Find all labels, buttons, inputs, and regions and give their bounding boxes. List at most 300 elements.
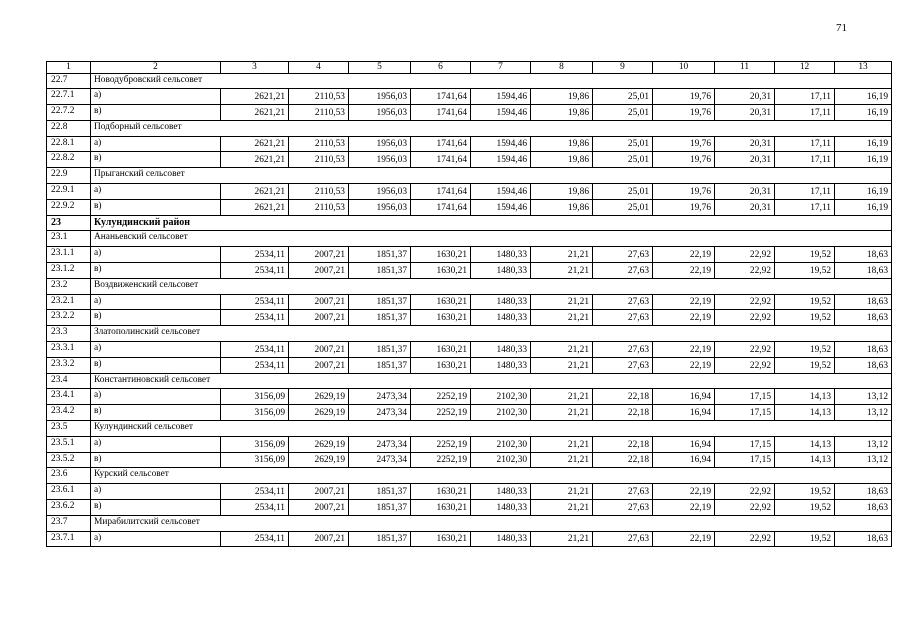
value-cell: 2007,21 — [289, 294, 349, 310]
value-cell: 1741,64 — [411, 184, 471, 200]
value-cell: 19,76 — [653, 152, 715, 168]
value-cell: 2007,21 — [289, 500, 349, 516]
column-number-header: 3 — [221, 62, 289, 74]
value-cell: 2629,19 — [289, 389, 349, 405]
value-cell: 17,15 — [715, 436, 775, 452]
value-cell: 1480,33 — [471, 342, 531, 358]
value-cell: 2534,11 — [221, 263, 289, 279]
value-cell: 1956,03 — [349, 184, 411, 200]
section-row — [47, 168, 892, 184]
section-code: 23.2 — [47, 278, 91, 294]
value-cell: 2473,34 — [349, 452, 411, 468]
row-code: 23.3.2 — [47, 357, 91, 373]
value-cell: 1956,03 — [349, 105, 411, 121]
value-cell: 2102,30 — [471, 389, 531, 405]
row-label: а) — [91, 89, 221, 105]
value-cell: 19,76 — [653, 184, 715, 200]
value-cell: 27,63 — [593, 531, 653, 547]
value-cell: 2007,21 — [289, 484, 349, 500]
row-label: а) — [91, 436, 221, 452]
value-cell: 22,92 — [715, 294, 775, 310]
value-cell: 1956,03 — [349, 89, 411, 105]
value-cell: 22,18 — [593, 405, 653, 421]
value-cell: 1630,21 — [411, 531, 471, 547]
column-number-header: 4 — [289, 62, 349, 74]
row-code: 23.1.1 — [47, 247, 91, 263]
value-cell: 17,11 — [775, 89, 835, 105]
value-cell: 22,19 — [653, 263, 715, 279]
value-cell: 21,21 — [531, 452, 593, 468]
section-name: Константиновский сельсовет — [91, 373, 892, 389]
section-name: Курский сельсовет — [91, 468, 892, 484]
value-cell: 27,63 — [593, 294, 653, 310]
value-cell: 17,11 — [775, 199, 835, 215]
value-cell: 21,21 — [531, 342, 593, 358]
row-code: 23.4.2 — [47, 405, 91, 421]
section-name: Прыганский сельсовет — [91, 168, 892, 184]
section-name: Воздвиженский сельсовет — [91, 278, 892, 294]
row-code: 23.7.1 — [47, 531, 91, 547]
value-cell: 2534,11 — [221, 247, 289, 263]
value-cell: 22,92 — [715, 247, 775, 263]
value-cell: 16,94 — [653, 436, 715, 452]
value-cell: 19,86 — [531, 199, 593, 215]
column-number-header: 11 — [715, 62, 775, 74]
tariff-table — [46, 61, 892, 547]
row-code: 23.5.1 — [47, 436, 91, 452]
value-cell: 1956,03 — [349, 199, 411, 215]
value-cell: 2252,19 — [411, 405, 471, 421]
value-cell: 18,63 — [835, 247, 892, 263]
row-code: 23.6.1 — [47, 484, 91, 500]
section-code: 22.8 — [47, 120, 91, 136]
row-label: в) — [91, 405, 221, 421]
value-cell: 19,52 — [775, 357, 835, 373]
value-cell: 2621,21 — [221, 89, 289, 105]
value-cell: 1630,21 — [411, 484, 471, 500]
value-cell: 25,01 — [593, 136, 653, 152]
value-cell: 2110,53 — [289, 184, 349, 200]
section-name: Кулундинский сельсовет — [91, 421, 892, 437]
value-cell: 19,76 — [653, 89, 715, 105]
value-cell: 16,19 — [835, 199, 892, 215]
value-cell: 22,92 — [715, 310, 775, 326]
value-cell: 2007,21 — [289, 531, 349, 547]
value-cell: 21,21 — [531, 310, 593, 326]
section-name: Златополинский сельсовет — [91, 326, 892, 342]
value-cell: 19,52 — [775, 294, 835, 310]
value-cell: 2629,19 — [289, 452, 349, 468]
value-cell: 19,86 — [531, 184, 593, 200]
value-cell: 20,31 — [715, 136, 775, 152]
row-code: 22.9.1 — [47, 184, 91, 200]
value-cell: 1630,21 — [411, 357, 471, 373]
value-cell: 1594,46 — [471, 199, 531, 215]
column-number-header: 10 — [653, 62, 715, 74]
column-number-header: 6 — [411, 62, 471, 74]
value-cell: 19,52 — [775, 531, 835, 547]
row-code: 23.2.2 — [47, 310, 91, 326]
row-code: 23.4.1 — [47, 389, 91, 405]
value-cell: 2473,34 — [349, 405, 411, 421]
value-cell: 27,63 — [593, 357, 653, 373]
column-number-header: 7 — [471, 62, 531, 74]
row-code: 22.7.2 — [47, 105, 91, 121]
value-cell: 1630,21 — [411, 263, 471, 279]
section-code: 23.1 — [47, 231, 91, 247]
row-code: 22.7.1 — [47, 89, 91, 105]
value-cell: 22,92 — [715, 484, 775, 500]
value-cell: 2007,21 — [289, 247, 349, 263]
value-cell: 1480,33 — [471, 247, 531, 263]
value-cell: 2252,19 — [411, 452, 471, 468]
column-number-header: 9 — [593, 62, 653, 74]
value-cell: 22,92 — [715, 342, 775, 358]
table-row — [47, 484, 892, 500]
value-cell: 2007,21 — [289, 342, 349, 358]
row-label: а) — [91, 247, 221, 263]
value-cell: 1594,46 — [471, 89, 531, 105]
value-cell: 27,63 — [593, 484, 653, 500]
value-cell: 2110,53 — [289, 199, 349, 215]
value-cell: 2534,11 — [221, 294, 289, 310]
table-row — [47, 436, 892, 452]
value-cell: 22,92 — [715, 263, 775, 279]
table-row — [47, 105, 892, 121]
value-cell: 25,01 — [593, 105, 653, 121]
value-cell: 22,19 — [653, 342, 715, 358]
value-cell: 1851,37 — [349, 357, 411, 373]
table-row — [47, 389, 892, 405]
value-cell: 20,31 — [715, 152, 775, 168]
value-cell: 1851,37 — [349, 294, 411, 310]
table-row — [47, 89, 892, 105]
value-cell: 19,86 — [531, 152, 593, 168]
value-cell: 19,52 — [775, 342, 835, 358]
section-row — [47, 515, 892, 531]
value-cell: 1630,21 — [411, 342, 471, 358]
section-code: 23.5 — [47, 421, 91, 437]
value-cell: 2102,30 — [471, 436, 531, 452]
value-cell: 16,19 — [835, 136, 892, 152]
section-code: 22.9 — [47, 168, 91, 184]
value-cell: 1630,21 — [411, 294, 471, 310]
row-code: 22.9.2 — [47, 199, 91, 215]
section-code: 22.7 — [47, 73, 91, 89]
column-number-header: 8 — [531, 62, 593, 74]
value-cell: 17,11 — [775, 136, 835, 152]
value-cell: 19,76 — [653, 105, 715, 121]
value-cell: 1480,33 — [471, 310, 531, 326]
value-cell: 25,01 — [593, 89, 653, 105]
value-cell: 21,21 — [531, 263, 593, 279]
value-cell: 2110,53 — [289, 105, 349, 121]
section-row — [47, 120, 892, 136]
page-number: 71 — [836, 22, 847, 34]
value-cell: 16,94 — [653, 389, 715, 405]
row-label: а) — [91, 484, 221, 500]
value-cell: 1480,33 — [471, 500, 531, 516]
table-row — [47, 500, 892, 516]
value-cell: 2252,19 — [411, 436, 471, 452]
value-cell: 1630,21 — [411, 500, 471, 516]
value-cell: 3156,09 — [221, 452, 289, 468]
value-cell: 14,13 — [775, 389, 835, 405]
value-cell: 22,92 — [715, 357, 775, 373]
column-number-header: 13 — [835, 62, 892, 74]
value-cell: 16,19 — [835, 105, 892, 121]
value-cell: 14,13 — [775, 436, 835, 452]
section-row — [47, 468, 892, 484]
value-cell: 13,12 — [835, 452, 892, 468]
value-cell: 17,15 — [715, 452, 775, 468]
section-code: 23.4 — [47, 373, 91, 389]
section-name: Кулундинский район — [91, 215, 892, 231]
row-label: а) — [91, 294, 221, 310]
value-cell: 20,31 — [715, 105, 775, 121]
value-cell: 22,92 — [715, 531, 775, 547]
section-code: 23.7 — [47, 515, 91, 531]
row-label: в) — [91, 105, 221, 121]
value-cell: 18,63 — [835, 310, 892, 326]
value-cell: 21,21 — [531, 500, 593, 516]
value-cell: 17,11 — [775, 152, 835, 168]
value-cell: 16,94 — [653, 452, 715, 468]
value-cell: 27,63 — [593, 310, 653, 326]
value-cell: 2007,21 — [289, 263, 349, 279]
column-number-header: 2 — [91, 62, 221, 74]
value-cell: 19,52 — [775, 484, 835, 500]
section-row — [47, 278, 892, 294]
value-cell: 1480,33 — [471, 294, 531, 310]
value-cell: 16,19 — [835, 152, 892, 168]
value-cell: 18,63 — [835, 484, 892, 500]
value-cell: 18,63 — [835, 357, 892, 373]
value-cell: 1594,46 — [471, 184, 531, 200]
table-row — [47, 342, 892, 358]
value-cell: 2007,21 — [289, 310, 349, 326]
value-cell: 22,19 — [653, 484, 715, 500]
value-cell: 2110,53 — [289, 152, 349, 168]
value-cell: 2534,11 — [221, 500, 289, 516]
value-cell: 1630,21 — [411, 310, 471, 326]
value-cell: 25,01 — [593, 199, 653, 215]
value-cell: 21,21 — [531, 357, 593, 373]
header-row — [47, 62, 892, 74]
value-cell: 19,76 — [653, 136, 715, 152]
row-label: в) — [91, 152, 221, 168]
row-code: 23.6.2 — [47, 500, 91, 516]
section-name: Подборный сельсовет — [91, 120, 892, 136]
table-row — [47, 247, 892, 263]
row-code: 22.8.2 — [47, 152, 91, 168]
value-cell: 18,63 — [835, 342, 892, 358]
value-cell: 17,11 — [775, 184, 835, 200]
value-cell: 1480,33 — [471, 357, 531, 373]
column-number-header: 1 — [47, 62, 91, 74]
section-row — [47, 421, 892, 437]
value-cell: 2534,11 — [221, 357, 289, 373]
row-label: а) — [91, 389, 221, 405]
value-cell: 1956,03 — [349, 136, 411, 152]
section-row — [47, 373, 892, 389]
section-code: 23 — [47, 215, 91, 231]
value-cell: 14,13 — [775, 405, 835, 421]
table-body — [47, 62, 892, 547]
row-code: 23.3.1 — [47, 342, 91, 358]
section-name: Новодубровский сельсовет — [91, 73, 892, 89]
value-cell: 19,52 — [775, 247, 835, 263]
row-label: а) — [91, 136, 221, 152]
value-cell: 25,01 — [593, 152, 653, 168]
row-label: в) — [91, 452, 221, 468]
row-label: в) — [91, 310, 221, 326]
value-cell: 2629,19 — [289, 405, 349, 421]
table-row — [47, 184, 892, 200]
value-cell: 22,19 — [653, 500, 715, 516]
table-row — [47, 136, 892, 152]
value-cell: 22,19 — [653, 357, 715, 373]
table-row — [47, 531, 892, 547]
value-cell: 17,11 — [775, 105, 835, 121]
value-cell: 21,21 — [531, 531, 593, 547]
value-cell: 1480,33 — [471, 263, 531, 279]
value-cell: 1741,64 — [411, 199, 471, 215]
value-cell: 1594,46 — [471, 105, 531, 121]
row-label: в) — [91, 357, 221, 373]
value-cell: 21,21 — [531, 436, 593, 452]
column-number-header: 5 — [349, 62, 411, 74]
row-code: 23.1.2 — [47, 263, 91, 279]
value-cell: 13,12 — [835, 436, 892, 452]
value-cell: 22,18 — [593, 389, 653, 405]
value-cell: 22,19 — [653, 247, 715, 263]
row-label: в) — [91, 199, 221, 215]
value-cell: 2534,11 — [221, 342, 289, 358]
row-label: а) — [91, 531, 221, 547]
value-cell: 20,31 — [715, 199, 775, 215]
section-row — [47, 326, 892, 342]
value-cell: 2621,21 — [221, 105, 289, 121]
value-cell: 1594,46 — [471, 152, 531, 168]
value-cell: 19,86 — [531, 89, 593, 105]
value-cell: 2621,21 — [221, 199, 289, 215]
value-cell: 14,13 — [775, 452, 835, 468]
value-cell: 1630,21 — [411, 247, 471, 263]
section-name: Ананьевский сельсовет — [91, 231, 892, 247]
value-cell: 22,19 — [653, 310, 715, 326]
value-cell: 18,63 — [835, 531, 892, 547]
value-cell: 16,19 — [835, 184, 892, 200]
value-cell: 2110,53 — [289, 136, 349, 152]
value-cell: 1851,37 — [349, 310, 411, 326]
value-cell: 21,21 — [531, 405, 593, 421]
table-row — [47, 357, 892, 373]
section-name: Мирабилитский сельсовет — [91, 515, 892, 531]
value-cell: 13,12 — [835, 405, 892, 421]
value-cell: 25,01 — [593, 184, 653, 200]
value-cell: 17,15 — [715, 389, 775, 405]
value-cell: 16,19 — [835, 89, 892, 105]
value-cell: 1851,37 — [349, 531, 411, 547]
value-cell: 1741,64 — [411, 136, 471, 152]
value-cell: 21,21 — [531, 294, 593, 310]
table-row — [47, 310, 892, 326]
value-cell: 22,19 — [653, 294, 715, 310]
column-number-header: 12 — [775, 62, 835, 74]
table-row — [47, 199, 892, 215]
table-row — [47, 452, 892, 468]
value-cell: 2110,53 — [289, 89, 349, 105]
value-cell: 22,18 — [593, 436, 653, 452]
section-row — [47, 231, 892, 247]
value-cell: 22,18 — [593, 452, 653, 468]
value-cell: 1480,33 — [471, 484, 531, 500]
value-cell: 1480,33 — [471, 531, 531, 547]
row-code: 22.8.1 — [47, 136, 91, 152]
value-cell: 3156,09 — [221, 436, 289, 452]
value-cell: 22,19 — [653, 531, 715, 547]
table-row — [47, 263, 892, 279]
value-cell: 1741,64 — [411, 89, 471, 105]
value-cell: 27,63 — [593, 342, 653, 358]
value-cell: 2252,19 — [411, 389, 471, 405]
value-cell: 20,31 — [715, 89, 775, 105]
value-cell: 1741,64 — [411, 105, 471, 121]
value-cell: 27,63 — [593, 500, 653, 516]
district-row — [47, 215, 892, 231]
section-code: 23.3 — [47, 326, 91, 342]
value-cell: 1956,03 — [349, 152, 411, 168]
row-label: в) — [91, 263, 221, 279]
value-cell: 2534,11 — [221, 310, 289, 326]
value-cell: 17,15 — [715, 405, 775, 421]
value-cell: 21,21 — [531, 484, 593, 500]
row-code: 23.5.2 — [47, 452, 91, 468]
value-cell: 1851,37 — [349, 247, 411, 263]
value-cell: 27,63 — [593, 263, 653, 279]
value-cell: 2102,30 — [471, 452, 531, 468]
row-code: 23.2.1 — [47, 294, 91, 310]
value-cell: 19,76 — [653, 199, 715, 215]
value-cell: 2473,34 — [349, 436, 411, 452]
value-cell: 22,92 — [715, 500, 775, 516]
value-cell: 16,94 — [653, 405, 715, 421]
row-label: в) — [91, 500, 221, 516]
value-cell: 1851,37 — [349, 342, 411, 358]
value-cell: 1851,37 — [349, 484, 411, 500]
value-cell: 19,86 — [531, 136, 593, 152]
value-cell: 18,63 — [835, 263, 892, 279]
value-cell: 18,63 — [835, 500, 892, 516]
value-cell: 3156,09 — [221, 405, 289, 421]
value-cell: 2534,11 — [221, 531, 289, 547]
table-row — [47, 294, 892, 310]
value-cell: 3156,09 — [221, 389, 289, 405]
row-label: а) — [91, 342, 221, 358]
value-cell: 18,63 — [835, 294, 892, 310]
value-cell: 19,52 — [775, 500, 835, 516]
value-cell: 1851,37 — [349, 500, 411, 516]
section-code: 23.6 — [47, 468, 91, 484]
value-cell: 2629,19 — [289, 436, 349, 452]
value-cell: 19,52 — [775, 263, 835, 279]
value-cell: 2621,21 — [221, 184, 289, 200]
section-row — [47, 73, 892, 89]
value-cell: 20,31 — [715, 184, 775, 200]
value-cell: 1594,46 — [471, 136, 531, 152]
value-cell: 19,52 — [775, 310, 835, 326]
